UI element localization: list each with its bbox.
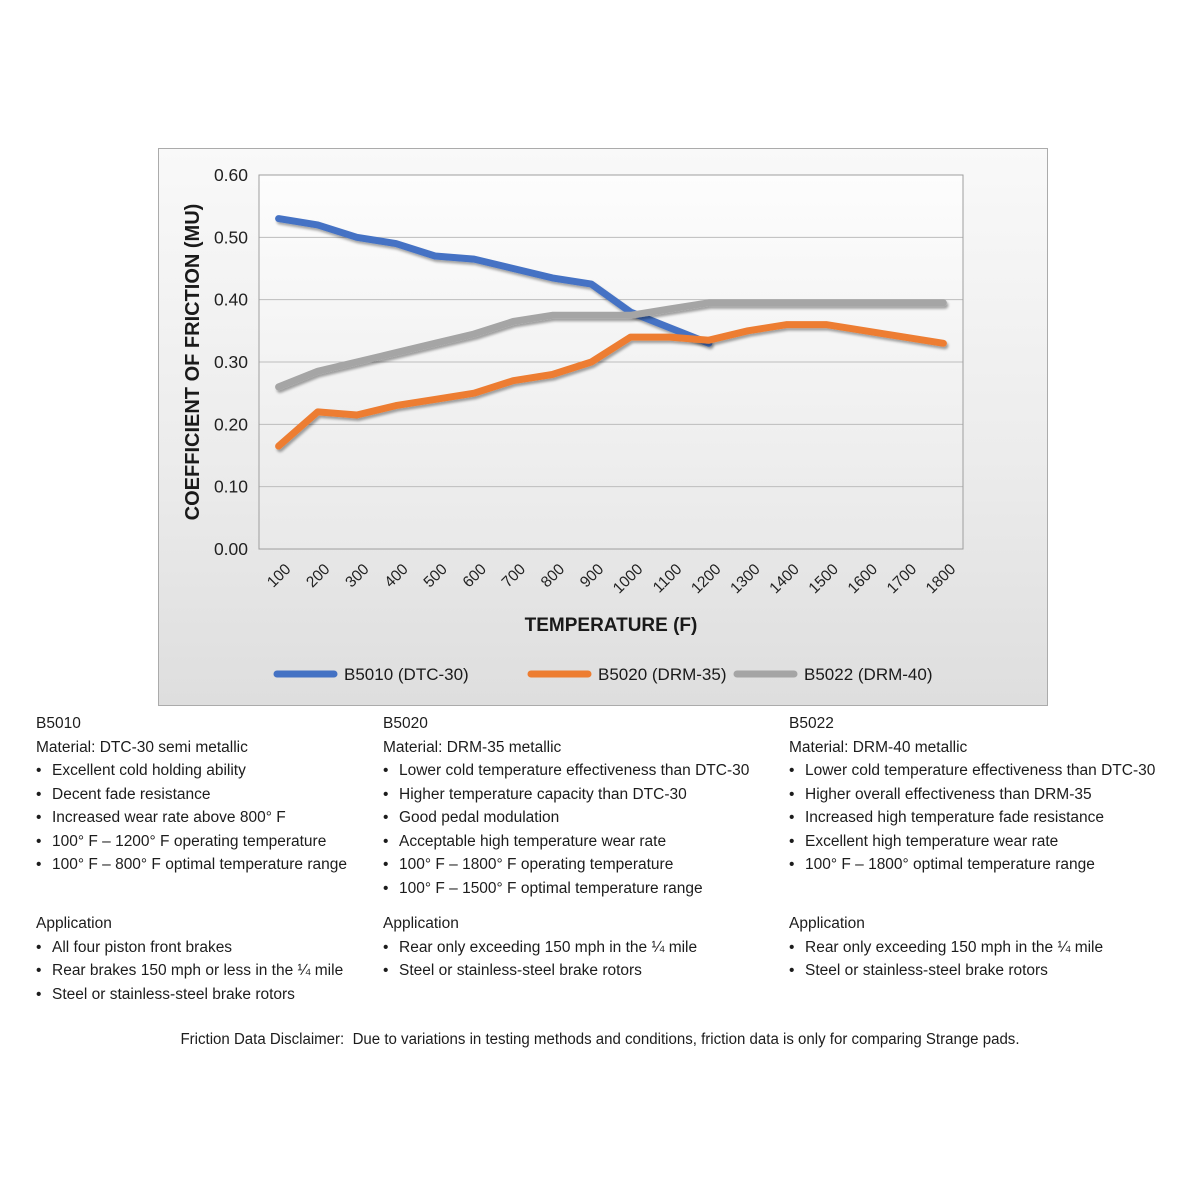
- bullet-icon: •: [789, 938, 795, 956]
- pad-material: Material: DRM-40 metallic: [789, 738, 968, 756]
- application-list: [789, 936, 1191, 983]
- x-tick-label: 400: [381, 560, 412, 592]
- pad-material: Material: DTC-30 semi metallic: [36, 738, 248, 756]
- application-list: [383, 936, 785, 983]
- bullet-text: 100° F – 1500° F optimal temperature range: [399, 879, 703, 897]
- bullet-icon: •: [36, 856, 42, 873]
- x-tick-label: 300: [342, 560, 373, 592]
- bullet-item: [36, 783, 381, 807]
- x-tick-label: 600: [459, 560, 490, 592]
- bullet-item: [789, 959, 1191, 983]
- y-axis-title: COEFFICIENT OF FRICTION (MU): [182, 203, 204, 521]
- bullet-text: 100° F – 1200° F operating temperature: [52, 832, 327, 850]
- bullet-text: Increased wear rate above 800° F: [52, 809, 286, 826]
- bullet-text: Acceptable high temperature wear rate: [399, 832, 667, 850]
- bullet-item: [789, 936, 1191, 960]
- bullet-icon: •: [36, 962, 42, 979]
- bullet-text: Lower cold temperature effectiveness than DTC-30: [399, 762, 750, 779]
- bullet-icon: •: [36, 809, 42, 826]
- x-tick-label: 1100: [649, 560, 686, 597]
- bullet-icon: •: [383, 938, 389, 956]
- bullet-text: 100° F – 1800° optimal temperature range: [805, 856, 1095, 873]
- bullet-item: [789, 783, 1191, 807]
- legend-label: B5020 (DRM-35): [598, 665, 727, 684]
- bullet-item: [36, 853, 381, 877]
- bullet-text: Excellent cold holding ability: [52, 762, 246, 779]
- bullet-icon: •: [36, 762, 42, 779]
- legend-label: B5010 (DTC-30): [344, 665, 469, 684]
- bullet-text: Excellent high temperature wear rate: [805, 832, 1059, 850]
- x-tick-label: 1500: [805, 560, 842, 598]
- bullet-text: All four piston front brakes: [52, 938, 233, 956]
- x-tick-label: 1400: [766, 560, 803, 598]
- pad-column-b5010: [36, 712, 381, 1006]
- pad-column-b5022: [789, 712, 1191, 983]
- bullet-icon: •: [383, 962, 389, 979]
- bullet-item: [36, 806, 381, 830]
- application-list: [36, 936, 381, 1007]
- bullet-icon: •: [789, 962, 795, 979]
- bullet-text: Rear brakes 150 mph or less in the ¼ mile: [52, 962, 344, 979]
- x-tick-label: 800: [537, 560, 569, 592]
- bullet-item: [383, 783, 785, 807]
- application-title: Application: [789, 915, 865, 932]
- bullet-icon: •: [789, 832, 795, 850]
- application-title: Application: [383, 915, 459, 932]
- bullet-item: [789, 806, 1191, 830]
- bullet-icon: •: [789, 785, 795, 803]
- bullet-icon: •: [789, 809, 795, 826]
- x-tick-label: 1600: [844, 560, 882, 598]
- pad-title: B5020: [383, 715, 428, 732]
- bullet-item: [789, 853, 1191, 877]
- chart-card: [158, 148, 1048, 706]
- spec-block: [36, 712, 381, 912]
- disclaimer-text: Friction Data Disclaimer: Due to variations in testing methods and conditions, friction data is only for comparing Strange pads.: [180, 1031, 1020, 1048]
- y-tick-label: 0.40: [213, 289, 248, 310]
- bullet-text: Good pedal modulation: [399, 809, 560, 826]
- bullet-text: 100° F – 800° F optimal temperature range: [52, 856, 347, 873]
- bullet-text: Steel or stainless-steel brake rotors: [805, 962, 1048, 979]
- bullet-item: [383, 959, 785, 983]
- x-tick-label: 700: [498, 560, 530, 592]
- spec-block: [789, 712, 1191, 912]
- bullet-text: Steel or stainless-steel brake rotors: [52, 985, 295, 1003]
- application-block: [36, 912, 381, 1006]
- bullet-icon: •: [383, 785, 389, 803]
- feature-list: [36, 759, 381, 877]
- application-title: Application: [36, 915, 112, 932]
- bullet-icon: •: [36, 785, 42, 803]
- x-tick-label: 1700: [883, 560, 921, 598]
- x-tick-label: 1000: [609, 560, 647, 598]
- application-block: [383, 912, 785, 983]
- x-tick-label: 1200: [688, 560, 725, 598]
- y-tick-label: 0.30: [213, 352, 248, 372]
- bullet-item: [36, 959, 381, 983]
- pad-column-b5020: [383, 712, 785, 983]
- bullet-text: Rear only exceeding 150 mph in the ¼ mile: [399, 938, 698, 956]
- feature-list: [383, 759, 785, 900]
- pad-material: Material: DRM-35 metallic: [383, 738, 562, 756]
- bullet-icon: •: [383, 762, 389, 779]
- spec-block: [383, 712, 785, 912]
- bullet-icon: •: [383, 809, 389, 826]
- x-tick-label: 900: [576, 560, 608, 592]
- bullet-item: [383, 830, 785, 854]
- bullet-text: Increased high temperature fade resistance: [805, 809, 1104, 826]
- y-tick-label: 0.20: [213, 414, 248, 435]
- bullet-item: [383, 806, 785, 830]
- legend-label: B5022 (DRM-40): [804, 665, 933, 684]
- bullet-item: [36, 830, 381, 854]
- bullet-icon: •: [383, 856, 389, 873]
- bullet-item: [789, 830, 1191, 854]
- x-axis-title: TEMPERATURE (F): [524, 615, 698, 636]
- y-tick-label: 0.10: [213, 476, 248, 497]
- x-tick-label: 200: [303, 560, 334, 592]
- bullet-item: [36, 983, 381, 1007]
- bullet-text: Rear only exceeding 150 mph in the ¼ mile: [805, 938, 1104, 956]
- bullet-item: [36, 759, 381, 783]
- friction-line-chart: [159, 149, 1049, 707]
- bullet-icon: •: [36, 938, 42, 956]
- bullet-icon: •: [383, 832, 389, 850]
- x-tick-label: 100: [264, 560, 295, 592]
- y-tick-label: 0.50: [213, 227, 248, 248]
- bullet-text: Steel or stainless-steel brake rotors: [399, 962, 642, 979]
- bullet-item: [383, 877, 785, 901]
- x-tick-label: 1300: [727, 560, 764, 598]
- bullet-item: [383, 936, 785, 960]
- bullet-item: [383, 759, 785, 783]
- bullet-text: Higher temperature capacity than DTC-30: [399, 785, 687, 803]
- bullet-item: [789, 759, 1191, 783]
- bullet-text: 100° F – 1800° F operating temperature: [399, 856, 674, 873]
- bullet-text: Decent fade resistance: [52, 785, 211, 803]
- x-tick-label: 1800: [922, 560, 960, 598]
- bullet-text: Higher overall effectiveness than DRM-35: [805, 785, 1092, 803]
- y-tick-label: 0.00: [213, 539, 248, 559]
- x-tick-label: 500: [420, 560, 451, 592]
- y-tick-label: 0.60: [213, 165, 248, 185]
- bullet-icon: •: [789, 856, 795, 873]
- pad-title: B5022: [789, 715, 834, 732]
- bullet-icon: •: [383, 879, 389, 897]
- bullet-icon: •: [36, 832, 42, 850]
- feature-list: [789, 759, 1191, 877]
- application-block: [789, 912, 1191, 983]
- pad-title: B5010: [36, 715, 81, 732]
- bullet-icon: •: [789, 762, 795, 779]
- bullet-icon: •: [36, 985, 42, 1003]
- bullet-item: [36, 936, 381, 960]
- bullet-text: Lower cold temperature effectiveness than DTC-30: [805, 762, 1156, 779]
- bullet-item: [383, 853, 785, 877]
